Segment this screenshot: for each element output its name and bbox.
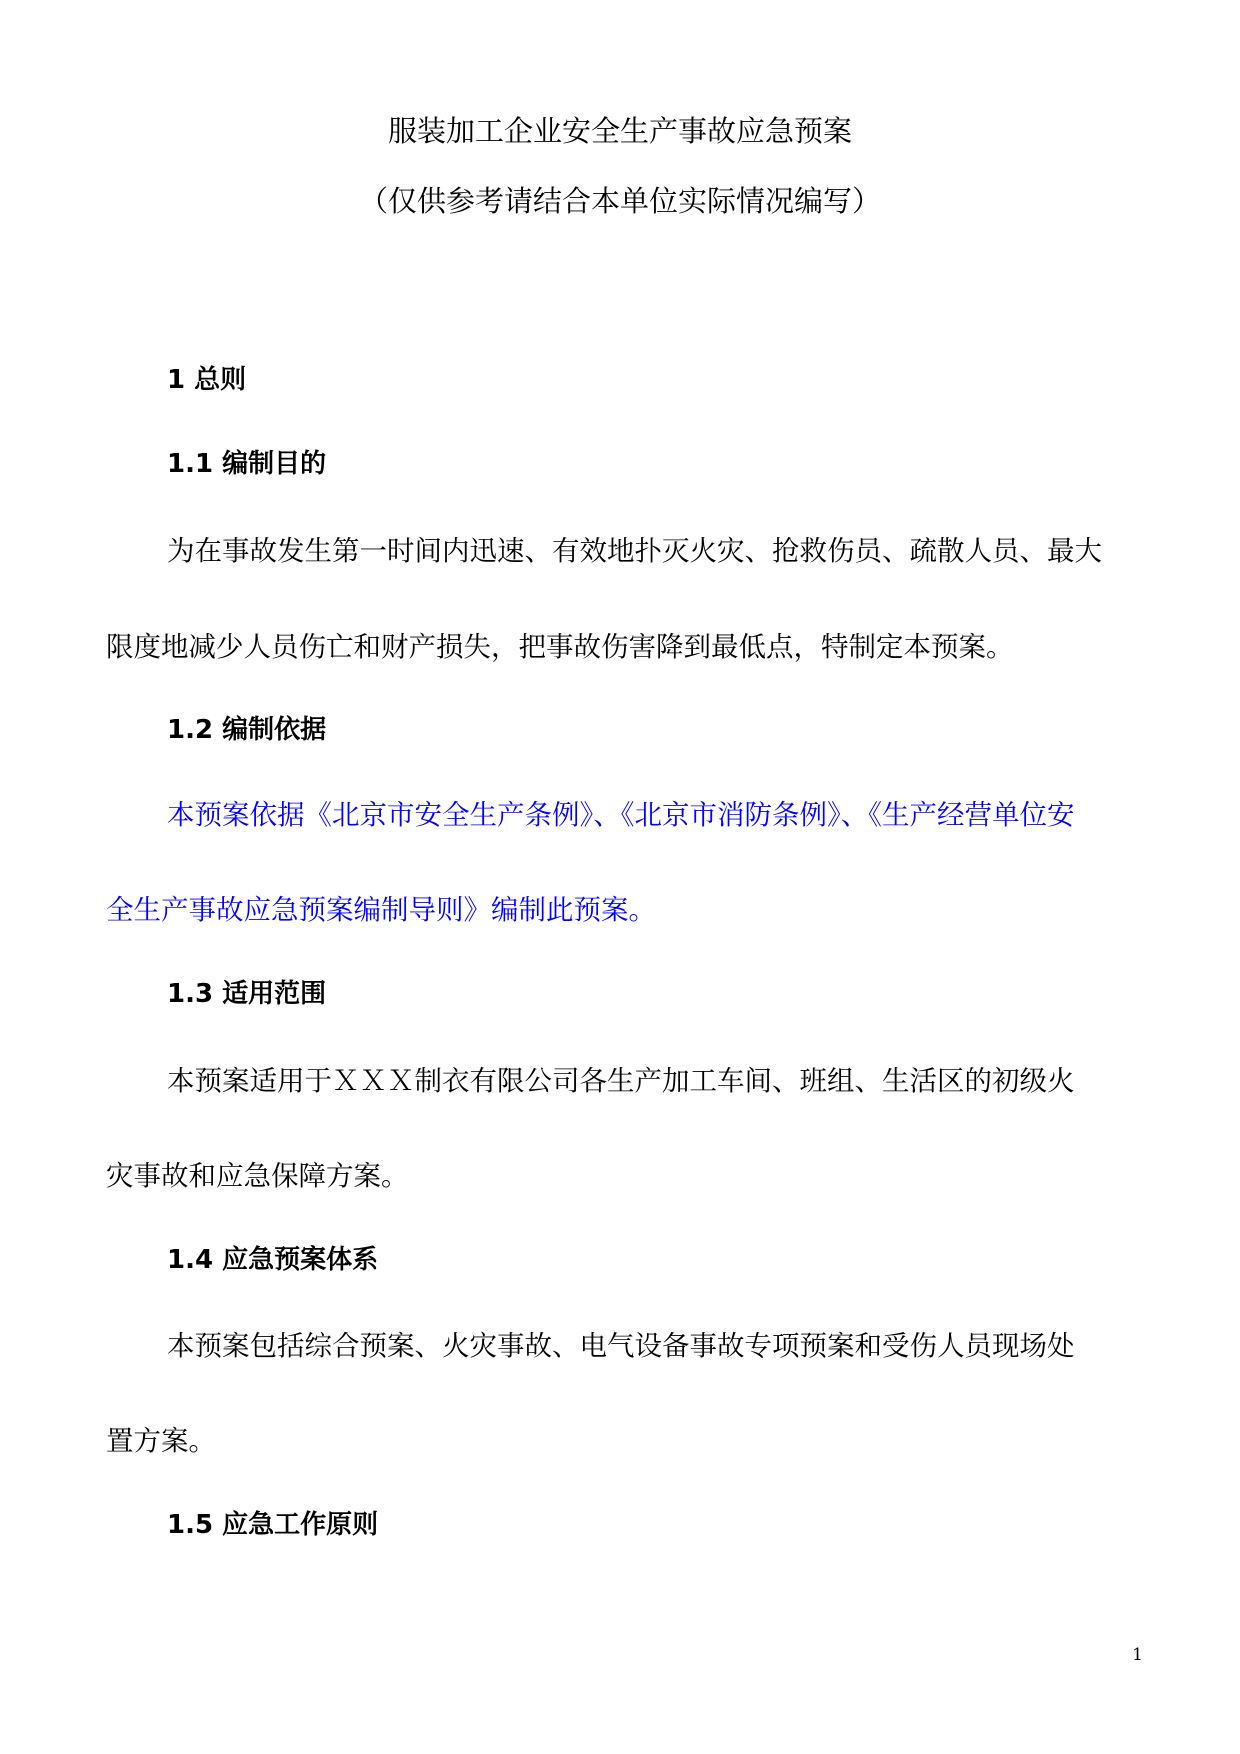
section-heading-purpose: 1.1 编制目的: [167, 449, 327, 479]
document-title: 服装加工企业安全生产事故应急预案: [387, 114, 852, 148]
paragraph-line: 灾事故和应急保障方案。: [106, 1160, 409, 1192]
paragraph-line: 本预案包括综合预案、火灾事故、电气设备事故专项预案和受伤人员现场处: [167, 1330, 1075, 1362]
paragraph-line: 限度地减少人员伤亡和财产损失，把事故伤害降到最低点，特制定本预案。: [106, 631, 1014, 663]
paragraph-line-highlighted: 本预案依据《北京市安全生产条例》、《北京市消防条例》、《生产经营单位安: [167, 799, 1075, 831]
section-heading-principles: 1.5 应急工作原则: [167, 1510, 379, 1540]
paragraph-line: 本预案适用于ＸＸＸ制衣有限公司各生产加工车间、班组、生活区的初级火: [167, 1065, 1075, 1097]
paragraph-line: 为在事故发生第一时间内迅速、有效地扑灭火灾、抢救伤员、疏散人员、最大: [167, 535, 1102, 567]
page-number: 1: [1132, 1645, 1143, 1665]
section-heading-general: 1 总则: [167, 365, 247, 395]
section-heading-scope: 1.3 适用范围: [167, 979, 327, 1009]
paragraph-line: 置方案。: [106, 1425, 216, 1457]
section-heading-basis: 1.2 编制依据: [167, 715, 327, 745]
paragraph-line-highlighted: 全生产事故应急预案编制导则》编制此预案。: [106, 894, 656, 926]
section-heading-plan-system: 1.4 应急预案体系: [167, 1245, 379, 1275]
document-subtitle: （仅供参考请结合本单位实际情况编写）: [358, 184, 881, 218]
